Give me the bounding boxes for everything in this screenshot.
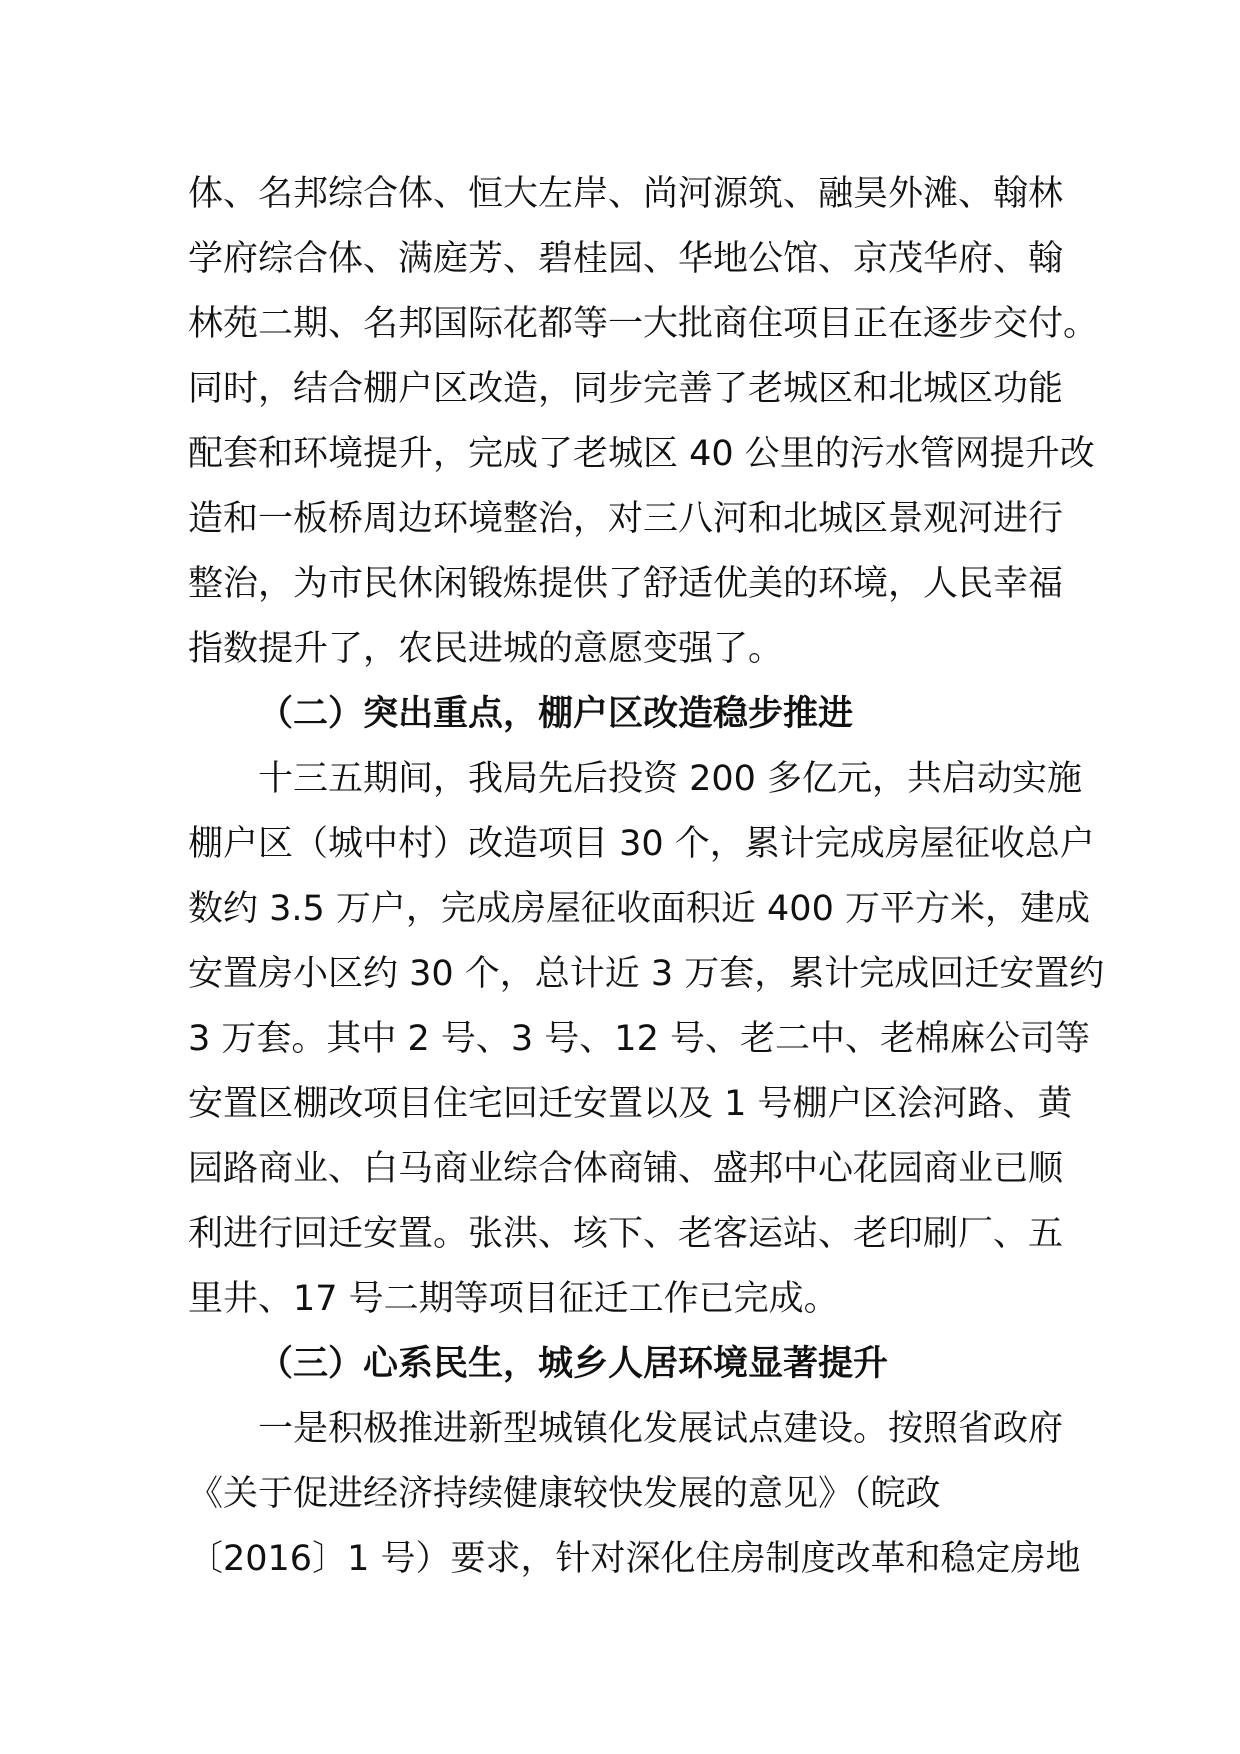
text-line: 同时，结合棚户区改造，同步完善了老城区和北城区功能 — [188, 369, 1064, 409]
text-line: 棚户区（城中村）改造项目 30 个，累计完成房屋征收总户 — [188, 824, 1095, 864]
text-line: 3 万套。其中 2 号、3 号、12 号、老二中、老棉麻公司等 — [188, 1019, 1090, 1059]
text-line: 整治，为市民休闲锻炼提供了舒适优美的环境，人民幸福 — [188, 564, 1064, 604]
text-line: 一是积极推进新型城镇化发展试点建设。按照省政府 — [258, 1409, 1064, 1449]
text-line: 十三五期间，我局先后投资 200 多亿元，共启动实施 — [258, 759, 1083, 799]
text-line: 林苑二期、名邦国际花都等一大批商住项目正在逐步交付。 — [188, 304, 1099, 344]
text-line: 指数提升了，农民进城的意愿变强了。 — [188, 629, 784, 669]
text-line: 体、名邦综合体、恒大左岸、尚河源筑、融昊外滩、翰林 — [188, 174, 1064, 214]
text-line: 利进行回迁安置。张洪、垓下、老客运站、老印刷厂、五 — [188, 1214, 1064, 1254]
text-line: 学府综合体、满庭芳、碧桂园、华地公馆、京茂华府、翰 — [188, 239, 1064, 279]
section-heading: （二）突出重点，棚户区改造稳步推进 — [258, 694, 854, 734]
text-line: 造和一板桥周边环境整治，对三八河和北城区景观河进行 — [188, 499, 1064, 539]
text-line: 安置区棚改项目住宅回迁安置以及 1 号棚户区浍河路、黄 — [188, 1084, 1073, 1124]
text-line: 安置房小区约 30 个，总计近 3 万套，累计完成回迁安置约 — [188, 954, 1105, 994]
text-line: 园路商业、白马商业综合体商铺、盛邦中心花园商业已顺 — [188, 1149, 1064, 1189]
text-line: 〔2016〕1 号）要求，针对深化住房制度改革和稳定房地 — [188, 1539, 1081, 1579]
text-line: 数约 3.5 万户，完成房屋征收面积近 400 万平方米，建成 — [188, 889, 1090, 929]
document-body — [188, 162, 1105, 1592]
text-line: 《关于促进经济持续健康较快发展的意见》（皖政 — [188, 1474, 941, 1514]
section-heading: （三）心系民生，城乡人居环境显著提升 — [258, 1344, 889, 1384]
text-line: 里井、17 号二期等项目征迁工作已完成。 — [188, 1279, 839, 1319]
text-line: 配套和环境提升，完成了老城区 40 公里的污水管网提升改 — [188, 434, 1095, 474]
